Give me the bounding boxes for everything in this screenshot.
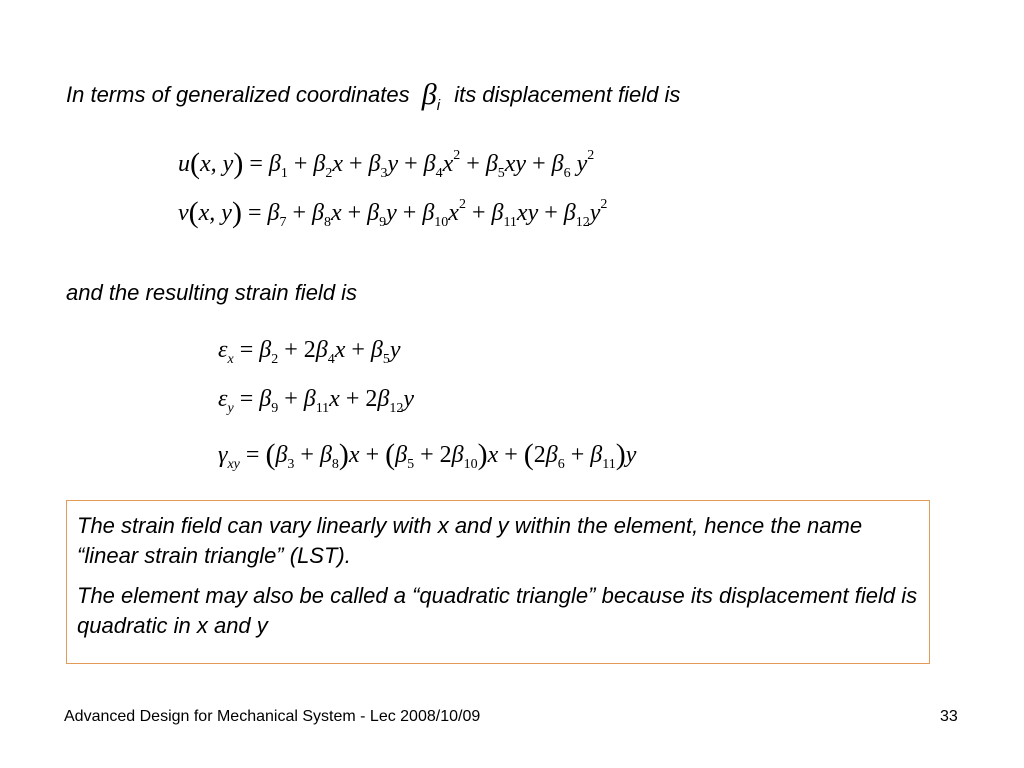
intro-text <box>66 80 680 117</box>
equation-u: u(x, $y) = \beta_1 + \beta_2x + \beta_3y + \beta_4x^2 + \beta_5xy + \beta_6$ $y^2$ <box>178 147 595 181</box>
callout-paragraph-lst: The strain field can vary linearly with x and y within the element, hence the name “linear strain triangle” (LST). <box>77 513 863 568</box>
beta-i-symbol: $\beta_i$ <box>421 78 441 114</box>
equation-gamma-xy: $\gamma_{xy} = (\beta_3 + \beta_8)x + (\beta_5 + 2\beta_{10})x + (2\beta_6 + \beta_{11})y$ <box>218 438 637 472</box>
strain-intro-text: and the resulting strain field is <box>66 280 358 305</box>
equation-epsilon-y: $\varepsilon_y = \beta_9 + \beta_{11}x + 2\beta_{12}y$ <box>218 386 414 416</box>
footer-course-title: Advanced Design for Mechanical System - Lec 2008/10/09 <box>64 708 481 725</box>
callout-box <box>66 500 930 664</box>
page-number: 33 <box>940 708 958 725</box>
equation-epsilon-x: $\varepsilon_x = \beta_2 + 2\beta_4x + \beta_5y$ <box>218 337 401 367</box>
callout-paragraph-quadratic: The element may also be called a “quadratic triangle” because its displacement field is quadratic in x and y <box>77 583 918 638</box>
intro-before: In terms of generalized coordinates <box>66 82 410 107</box>
equation-v: v(x, $y) = \beta_7 + \beta_8x + \beta_9y + \beta_{10}x^2 + \beta_{11}xy + \beta_{12}y^2$ <box>178 196 608 230</box>
intro-after: its displacement field is <box>454 82 681 107</box>
